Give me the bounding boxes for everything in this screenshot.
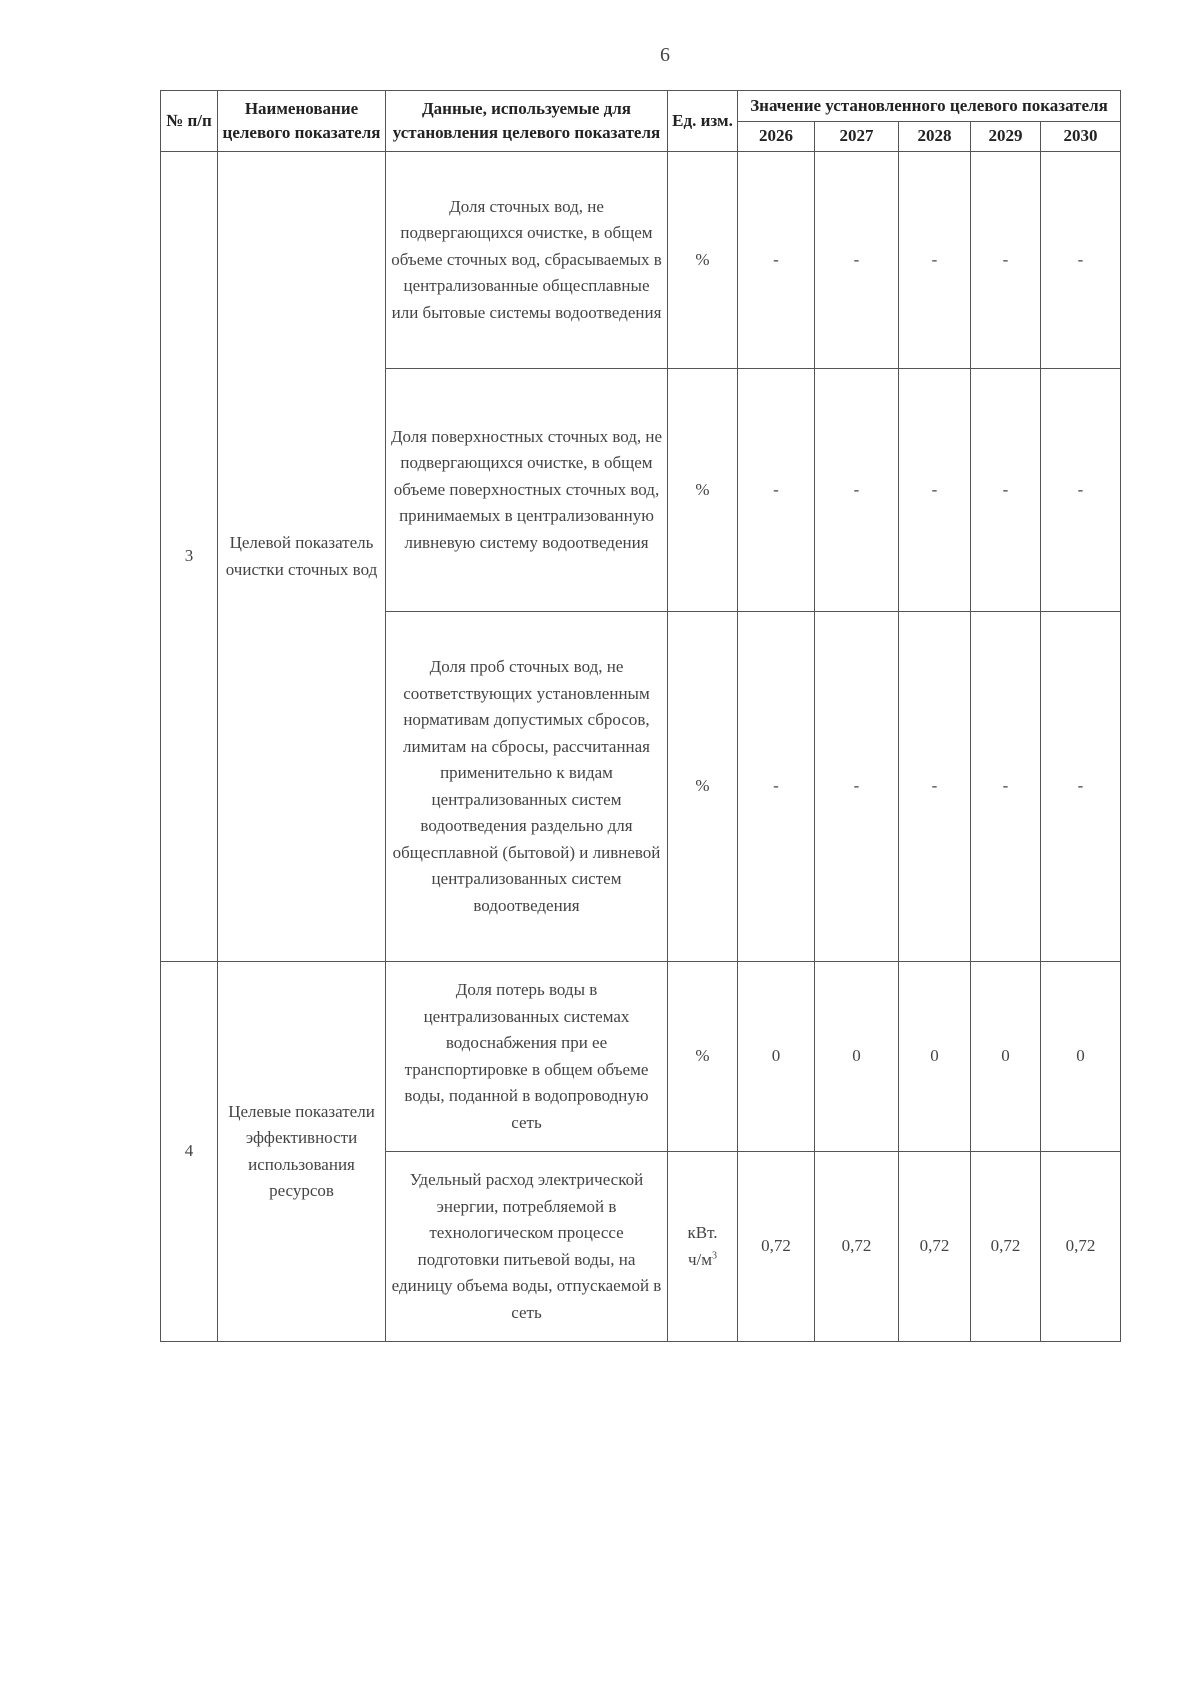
header-year: 2030 (1041, 121, 1121, 152)
value-cell: 0,72 (971, 1152, 1041, 1342)
indicator-data: Доля проб сточных вод, не соответствующих установленным нормативам допустимых сбросов, лимитам на сбросы, рассчитанная применительно к видам централизованных систем водоотведения раздельно для общесплавной (бытовой) и ливневой централизованных систем водоотведения (386, 612, 668, 962)
value-cell: 0,72 (1041, 1152, 1121, 1342)
indicator-name: Целевой показатель очистки сточных вод (218, 152, 386, 962)
value-cell: - (899, 369, 971, 612)
value-cell: 0,72 (738, 1152, 815, 1342)
unit-cell: % (668, 962, 738, 1152)
value-cell: 0,72 (899, 1152, 971, 1342)
unit-cell: % (668, 612, 738, 962)
page-number: 6 (660, 44, 670, 66)
value-cell: 0 (899, 962, 971, 1152)
value-cell: 0 (1041, 962, 1121, 1152)
header-year: 2029 (971, 121, 1041, 152)
table-row (161, 152, 1121, 369)
group-number: 4 (161, 962, 218, 1342)
unit-cell: % (668, 369, 738, 612)
indicator-data: Доля сточных вод, не подвергающихся очистке, в общем объеме сточных вод, сбрасываемых в централизованные общесплавные или бытовые системы водоотведения (386, 152, 668, 369)
value-cell: 0 (815, 962, 899, 1152)
header-row-1 (161, 91, 1121, 122)
value-cell: - (1041, 612, 1121, 962)
value-cell: - (738, 612, 815, 962)
indicator-name: Целевые показатели эффективности использования ресурсов (218, 962, 386, 1342)
value-cell: - (738, 152, 815, 369)
value-cell: - (899, 152, 971, 369)
header-name: Наименование целевого показателя (218, 91, 386, 152)
value-cell: 0,72 (815, 1152, 899, 1342)
header-num: № п/п (161, 91, 218, 152)
value-cell: - (738, 369, 815, 612)
header-year: 2027 (815, 121, 899, 152)
value-cell: - (971, 369, 1041, 612)
header-value-group: Значение установленного целевого показателя (738, 91, 1121, 122)
value-cell: - (971, 612, 1041, 962)
unit-sub: ч/м (687, 1249, 713, 1269)
unit-cell: % (668, 152, 738, 369)
target-indicators-table (160, 90, 1121, 1342)
unit-superscript: 3 (712, 1249, 718, 1261)
value-cell: - (971, 152, 1041, 369)
unit-main: кВт. (687, 1223, 718, 1242)
indicator-data: Доля потерь воды в централизованных системах водоснабжения при ее транспортировке в общем объеме воды, поданной в водопроводную сеть (386, 962, 668, 1152)
value-cell: - (899, 612, 971, 962)
table-row (161, 962, 1121, 1152)
unit-cell (668, 1152, 738, 1342)
header-year: 2026 (738, 121, 815, 152)
value-cell: - (815, 369, 899, 612)
value-cell: - (1041, 152, 1121, 369)
value-cell: 0 (738, 962, 815, 1152)
header-unit: Ед. изм. (668, 91, 738, 152)
value-cell: - (815, 152, 899, 369)
value-cell: 0 (971, 962, 1041, 1152)
value-cell: - (815, 612, 899, 962)
group-number: 3 (161, 152, 218, 962)
value-cell: - (1041, 369, 1121, 612)
indicator-data: Удельный расход электрической энергии, потребляемой в технологическом процессе подготовки питьевой воды, на единицу объема воды, отпускаемой в сеть (386, 1152, 668, 1342)
header-data: Данные, используемые для установления целевого показателя (386, 91, 668, 152)
indicator-data: Доля поверхностных сточных вод, не подвергающихся очистке, в общем объеме поверхностных сточных вод, принимаемых в централизованную ливневую систему водоотведения (386, 369, 668, 612)
header-year: 2028 (899, 121, 971, 152)
